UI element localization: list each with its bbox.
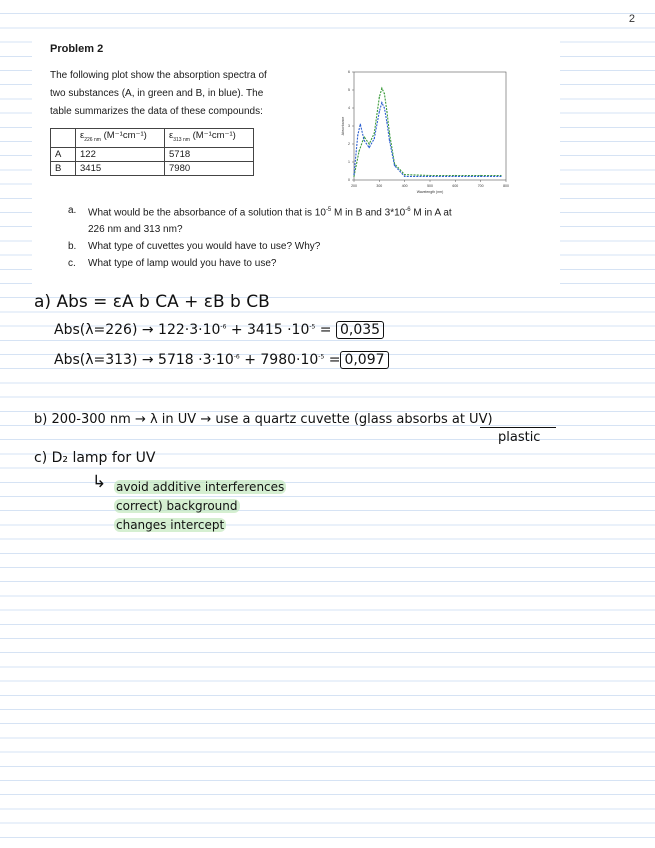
series-A-point: [384, 93, 385, 94]
series-A-point: [358, 151, 359, 152]
table-cell: B: [51, 161, 76, 175]
answer-c-note-1: avoid additive interferences: [116, 480, 285, 494]
intro-line: two substances (A, in green and B, in blue). The: [50, 88, 264, 99]
x-tick-label: 300: [376, 184, 383, 188]
answer-b: b) 200-300 nm → λ in UV → use a quartz cuvette (glass absorbs at UV): [34, 412, 493, 427]
series-B-point: [500, 176, 501, 177]
y-tick-label: 1: [348, 160, 350, 165]
absorption-spectra-chart: [340, 68, 515, 198]
x-axis-label: Wavelength (nm): [416, 190, 444, 194]
question-c: c. What type of lamp would you have to use?: [68, 255, 528, 272]
series-A-point: [353, 176, 354, 177]
series-B-point: [455, 176, 456, 177]
y-tick-label: 3: [348, 124, 350, 129]
series-B-point: [357, 134, 358, 135]
x-tick-label: 400: [401, 184, 408, 188]
series-A-point: [404, 174, 405, 175]
table-header-cell: $\varepsilon_{313 nm}$ (M⁻¹cm⁻¹): [165, 129, 254, 148]
series-A-point: [369, 143, 370, 144]
series-A-point: [381, 88, 382, 89]
table-header-cell: [51, 129, 76, 148]
series-B-point: [386, 122, 387, 123]
series-B-line: [354, 103, 501, 177]
series-B-point: [360, 124, 361, 125]
series-B-point: [374, 138, 375, 139]
questions-list: [68, 202, 528, 272]
answer-b-note: plastic: [498, 430, 541, 445]
x-tick-label: 200: [351, 184, 357, 188]
answer-c-note-2: correct) background: [116, 499, 238, 513]
y-tick-label: 5: [348, 88, 350, 93]
series-B-point: [480, 176, 481, 177]
series-B-point: [381, 102, 382, 103]
question-label: b.: [68, 241, 77, 253]
series-A-point: [386, 111, 387, 112]
table-cell: 122: [76, 147, 165, 161]
x-tick-label: 500: [427, 184, 433, 188]
y-tick-label: 2: [348, 142, 350, 147]
intro-line: The following plot show the absorption spectra of: [50, 70, 267, 81]
question-a: a. What would be the absorbance of a solution that is $10^{-5}$ M in B and $3*10^{-6}$ M in A at 226 nm and 313 nm?: [68, 202, 528, 238]
series-B-point: [369, 147, 370, 148]
answer-box: 0,035: [336, 321, 384, 339]
table-row: [51, 161, 254, 175]
table-cell: 5718: [165, 147, 254, 161]
x-tick-label: 800: [503, 184, 509, 188]
data-table: [50, 128, 254, 176]
answer-a-313: $Abs(\lambda=313) \to 5718 \cdot 3\cdot 10^{-6} + 7980\cdot 10^{-5} = 0,097$: [54, 352, 389, 368]
series-A-point: [379, 97, 380, 98]
y-tick-label: 4: [348, 106, 350, 111]
question-label: c.: [68, 258, 76, 270]
series-B-point: [353, 174, 354, 175]
y-axis-label: Absorbance: [341, 116, 345, 136]
underline-stroke: [480, 427, 556, 428]
table-row: [51, 147, 254, 161]
series-B-point: [384, 107, 385, 108]
question-b: b. What type of cuvettes you would have to use? Why?: [68, 238, 528, 255]
chart-svg: [340, 68, 515, 198]
series-B-point: [389, 140, 390, 141]
x-tick-label: 700: [477, 184, 484, 188]
series-B-point: [394, 165, 395, 166]
answer-box: 0,097: [340, 351, 388, 369]
page-number: 2: [628, 13, 635, 25]
series-B-point: [364, 140, 365, 141]
answer-c-note-3: changes intercept: [116, 518, 225, 532]
answer-a-226: $Abs(\lambda=226) \to 122\cdot 3\cdot 10^{-6} + 3415 \cdot 10^{-5} = 0,035$: [54, 322, 384, 338]
problem-intro: [50, 67, 320, 121]
arrow-hook-icon: ↳: [92, 472, 107, 492]
series-B-point: [379, 111, 380, 112]
series-A-line: [354, 88, 501, 176]
y-tick-label: 0: [348, 178, 350, 183]
answer-c: c) D₂ lamp for UV: [34, 450, 156, 466]
series-A-point: [374, 133, 375, 134]
table-cell: 3415: [76, 161, 165, 175]
intro-line: table summarizes the data of these compounds:: [50, 106, 263, 117]
table-header-row: [51, 129, 254, 148]
series-B-point: [404, 176, 405, 177]
x-tick-label: 600: [452, 184, 459, 188]
y-tick-label: 6: [348, 70, 350, 75]
series-B-point: [429, 176, 430, 177]
table-header-cell: $\varepsilon_{226 nm}$ (M⁻¹cm⁻¹): [76, 129, 165, 148]
problem-title: Problem 2: [50, 43, 104, 55]
table-cell: A: [51, 147, 76, 161]
table-cell: 7980: [165, 161, 254, 175]
answer-a-formula: a) Abs = εA b CA + εB b CB: [34, 292, 270, 312]
question-label: a.: [68, 205, 77, 216]
